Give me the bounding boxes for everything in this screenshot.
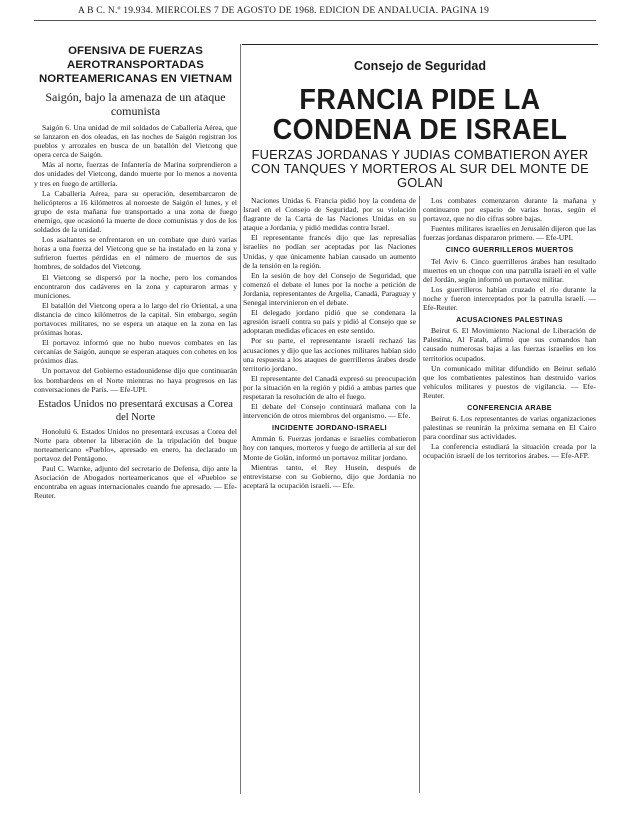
article-paragraph: Ammán 6. Fuerzas jordanas e israelíes combatieron hoy con tanques, morteros y fuego de artillería al sur del Monte de Golán, informó un portavoz militar jordano.	[243, 434, 416, 462]
section-subhead: ACUSACIONES PALESTINAS	[456, 315, 563, 325]
article-paragraph: Honolulú 6. Estados Unidos no presentará excusas a Corea del Norte para obtener la liberación de la tripulación del buque norteamericano «Pueblo», apresado en enero, ha declarado un portavoz del Pentágono.	[34, 426, 237, 463]
article-paragraph: Un comunicado militar difundido en Beirut señaló que los combatientes palestinos han destruido varios vehículos militares y puestos de vigilancia. — Efe-Reuter.	[423, 363, 596, 400]
article-paragraph: Naciones Unidas 6. Francia pidió hoy la condena de Israel en el Consejo de Seguridad, por su violación flagrante de la Carta de las Naciones Unidas en su ataque a Jordania, y pidió medidas contra Israel.	[243, 196, 416, 233]
lead-kicker: Consejo de Seguridad	[354, 59, 486, 73]
right-column	[423, 196, 596, 793]
article-paragraph: El debate del Consejo continuará mañana con la intervención de otros miembros del organismo. — Efe.	[243, 402, 416, 421]
article-paragraph: Beirut 6. Los representantes de varias organizaciones palestinas se reunirán la próxima semana en El Cairo para coordinar sus actividades.	[423, 414, 596, 442]
section-subhead: CINCO GUERRILLEROS MUERTOS	[445, 245, 574, 255]
lead-deck: FUERZAS JORDANAS Y JUDIAS COMBATIERON AYER CON TANQUES Y MORTEROS AL SUR DEL MONTE DE GOLAN	[251, 147, 589, 190]
article-paragraph: Paul C. Warnke, adjunto del secretario de Defensa, dijo ante la Asociación de Abogados norteamericanos que el «Pueblo» se encontraba en aguas internacionales cuando fue apresado. — Efe-Reuter.	[34, 464, 237, 501]
article-paragraph: El representante francés dijo que las represalias israelíes no podían ser aceptadas por las Naciones Unidas, y que únicamente habían causado un aumento de la tensión en la región.	[243, 233, 416, 270]
article-paragraph: El batallón del Vietcong opera a lo largo del río Oriental, a una distancia de cinco kilómetros de la capital. Sin embargo, según portavoces militares, no se espera un ataque en la zona en las próximas horas.	[34, 300, 237, 338]
left-column	[34, 44, 237, 794]
article-paragraph: El Vietcong se dispersó por la noche, pero los comandos encontraron dos cadáveres en la zona y capturaron armas y municiones.	[34, 272, 237, 300]
article-paragraph: El portavoz informó que no hubo nuevos combates en las cercanías de Saigón, aunque se esperan ataques con cohetes en los próximos días.	[34, 338, 237, 366]
header-rule	[34, 20, 596, 21]
article-paragraph: Tel Aviv 6. Cinco guerrilleros árabes han resultado muertos en un choque con una patrulla israelí en el valle del Jordán, según informó un portavoz militar.	[423, 256, 596, 284]
article-paragraph: El representante del Canadá expresó su preocupación por la situación en la región y pidió a ambas partes que respetaran la resolución de alto el fuego.	[243, 373, 416, 401]
article-paragraph: La Caballería Aérea, para su operación, desembarcaron de helicópteros a 16 kilómetros al noroeste de Saigón el lunes, y el grupo de esta mañana fue transportado a una zona de fuego enemigo, que ocasionó la muerte de doce comunistas y dos de los soldados de la unidad.	[34, 188, 237, 235]
article-paragraph: Los asaltantes se enfrentaron en un combate que duró varias horas a una fuerza del Vietcong que se ha instalado en la zona y sufrieron fuertes pérdidas en el número de muertos de sus hombres, de soldados del Vietcong.	[34, 235, 237, 272]
article-paragraph: Los guerrilleros habían cruzado el río durante la noche y fueron interceptados por la patrulla israelí. — Efe-Reuter.	[423, 284, 596, 313]
lead-story-header	[242, 44, 598, 195]
article-paragraph: La conferencia estudiará la situación creada por la ocupación israelí de los territorios árabes. — Efe-AFP.	[423, 442, 596, 461]
section-subhead: CONFERENCIA ARABE	[467, 402, 552, 412]
article-paragraph: Saigón 6. Una unidad de mil soldados de Caballería Aérea, que se lanzaron en dos oleadas, en las noches de Saigón registran los pueblos y arrozales en busca de un batallón del Vietcong que opera cerca de Saigón.	[34, 123, 237, 160]
middle-column	[243, 196, 416, 793]
article-paragraph: Mientras tanto, el Rey Husein, después de entrevistarse con su Gobierno, dijo que Jordania no aceptará la ocupación israelí. — Efe.	[243, 462, 416, 490]
article-paragraph: Un portavoz del Gobierno estadounidense dijo que continuarán los bombardeos en el Norte mientras no haya progresos en las conversaciones de París. — Efe-UPI.	[34, 366, 237, 394]
article-headline: OFENSIVA DE FUERZAS AEROTRANSPORTADAS NORTEAMERICANAS EN VIETNAM	[38, 45, 233, 85]
article-paragraph: Fuentes militares israelíes en Jerusalén dijeron que las fuerzas jordanas dispararon primero. — Efe-UPI.	[423, 224, 596, 243]
article-paragraph: Los combates comenzaron durante la mañana y continuaron por espacio de varias horas, según el portavoz, que no dio cifras sobre bajas.	[423, 196, 596, 224]
page-header: A B C. N.º 19.934. MIERCOLES 7 DE AGOSTO DE 1968. EDICION DE ANDALUCIA. PAGINA 19	[78, 6, 490, 16]
article-paragraph: Más al norte, fuerzas de Infantería de Marina sorprendieron a dos unidades del Vietcong, dando muerte por lo menos a noventa y tres en fuego de artillería.	[34, 160, 237, 188]
lead-title: FRANCIA PIDE LA CONDENA DE ISRAEL	[272, 84, 568, 146]
column-divider	[419, 196, 420, 793]
article-paragraph: En la sesión de hoy del Consejo de Seguridad, que comenzó el debate el lunes por la noche a petición de Jordania, representantes de Argelia, Canadá, Paraguay y Senegal intervinieron en el debate.	[243, 270, 416, 308]
article-subheadline: Saigón, bajo la amenaza de un ataque comunista	[45, 90, 226, 118]
column-divider	[240, 44, 241, 794]
section-subhead: INCIDENTE JORDANO-ISRAELI	[272, 423, 387, 433]
article-paragraph: El delegado jordano pidió que se condenara la agresión israelí contra su país y pidió al Consejo que se adoptaran medidas eficaces en este sentido.	[243, 308, 416, 336]
article-headline-2: Estados Unidos no presentará excusas a Corea del Norte	[38, 398, 233, 423]
article-paragraph: Por su parte, el representante israelí rechazó las acusaciones y dijo que las acciones militares habían sido una respuesta a los ataques de guerrilleros árabes desde territorio jordano.	[243, 336, 416, 373]
article-paragraph: Beirut 6. El Movimiento Nacional de Liberación de Palestina, Al Fatah, afirmó que sus comandos han causado numerosas bajas a las fuerzas israelíes en los territorios ocupados.	[423, 326, 596, 363]
